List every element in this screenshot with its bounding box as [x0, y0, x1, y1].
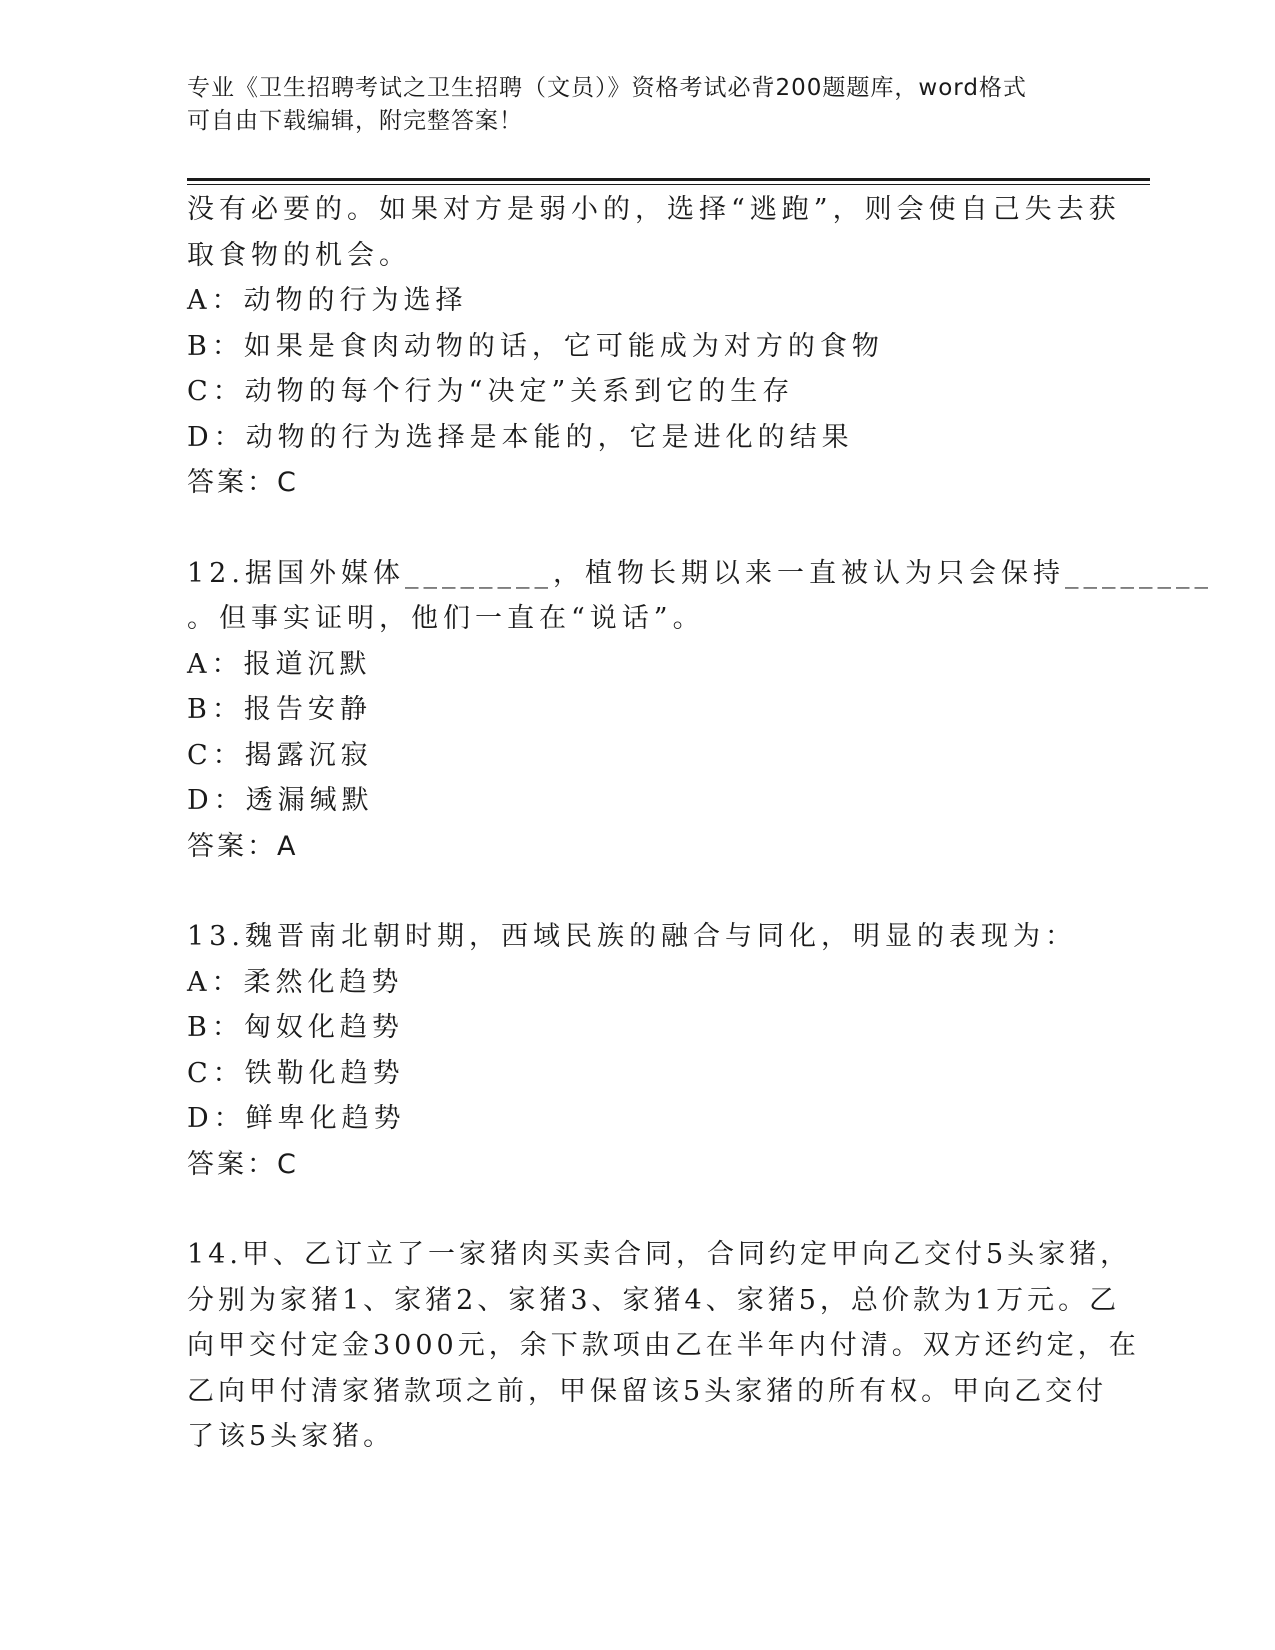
question-text-line: 没有必要的。如果对方是弱小的，选择“逃跑”，则会使自己失去获	[187, 194, 1121, 225]
question-text-line: 取食物的机会。	[187, 239, 411, 271]
question-text-line: 向甲交付定金3000元，余下款项由乙在半年内付清。双方还约定，在	[187, 1330, 1140, 1361]
question-11	[187, 187, 1121, 506]
document-header	[187, 72, 1087, 138]
question-spacer	[187, 869, 1087, 914]
question-13	[187, 914, 1087, 1187]
option-d: D：鲜卑化趋势	[187, 1103, 406, 1134]
option-a: A：报道沉默	[187, 648, 372, 680]
question-list	[187, 187, 1213, 1460]
option-b: B：如果是食肉动物的话，它可能成为对方的食物	[187, 330, 884, 362]
option-a: A：动物的行为选择	[187, 285, 468, 316]
option-d: D：动物的行为选择是本能的，它是进化的结果	[187, 421, 854, 453]
question-text-line: 。但事实证明，他们一直在“说话”。	[187, 603, 705, 634]
option-d: D：透漏缄默	[187, 785, 374, 816]
option-c: C：揭露沉寂	[187, 739, 373, 771]
header-title-line-1: 专业《卫生招聘考试之卫生招聘（文员）》资格考试必背200题题库，word格式	[187, 75, 1027, 101]
question-12	[187, 551, 1213, 870]
header-divider-thin	[187, 184, 1150, 185]
question-spacer	[187, 1187, 1087, 1232]
option-c: C：铁勒化趋势	[187, 1057, 405, 1089]
option-b: B：报告安静	[187, 694, 372, 725]
option-b: B：匈奴化趋势	[187, 1012, 404, 1043]
header-divider-thick	[187, 178, 1150, 181]
question-14	[187, 1232, 1140, 1460]
answer-line: 答案：C	[187, 467, 299, 498]
header-title-line-2: 可自由下载编辑，附完整答案！	[187, 108, 523, 134]
question-text-line: 了该5头家猪。	[187, 1421, 395, 1452]
answer-line: 答案：A	[187, 830, 299, 862]
question-spacer	[187, 506, 1087, 551]
answer-line: 答案：C	[187, 1148, 299, 1180]
question-text-line: 乙向甲付清家猪款项之前，甲保留该5头家猪的所有权。甲向乙交付	[187, 1375, 1108, 1407]
question-text-line: 14.甲、乙订立了一家猪肉买卖合同，合同约定甲向乙交付5头家猪，	[187, 1239, 1132, 1270]
option-c: C：动物的每个行为“决定”关系到它的生存	[187, 376, 795, 407]
question-text-line: 12.据国外媒体________，植物长期以来一直被认为只会保持________	[187, 557, 1213, 589]
option-a: A：柔然化趋势	[187, 966, 404, 998]
question-text-line: 分别为家猪1、家猪2、家猪3、家猪4、家猪5，总价款为1万元。乙	[187, 1284, 1121, 1316]
question-text-line: 13.魏晋南北朝时期，西域民族的融合与同化，明显的表现为：	[187, 921, 1077, 952]
